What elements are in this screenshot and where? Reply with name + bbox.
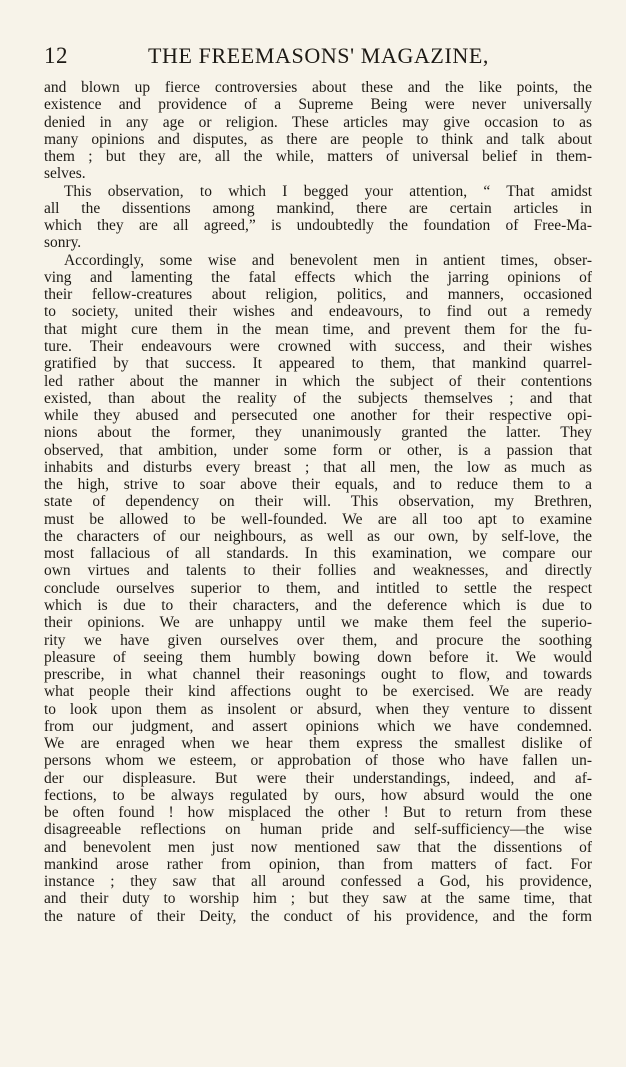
text-line: instance ; they saw that all around confessed a God, his providence, bbox=[44, 873, 592, 891]
text-line: what people their kind affections ought to be exercised. We are ready bbox=[44, 683, 592, 701]
text-line: ture. Their endeavours were crowned with success, and their wishes bbox=[44, 337, 592, 355]
text-line: prescribe, in what channel their reasonings ought to flow, and towards bbox=[44, 666, 592, 684]
text-line: which they are all agreed,” is undoubtedly the foundation of Free-Ma- bbox=[44, 217, 592, 235]
text-line: which is due to their characters, and the deference which is due to bbox=[44, 596, 592, 614]
running-title: THE FREEMASONS' MAGAZINE, bbox=[148, 43, 490, 68]
text-line: be often found ! how misplaced the other ! But to return from these bbox=[44, 804, 592, 822]
text-line: Accordingly, some wise and benevolent men in antient times, obser- bbox=[64, 251, 592, 269]
body-text bbox=[44, 79, 592, 925]
page-number: 12 bbox=[44, 43, 68, 68]
text-line: mankind arose rather from opinion, than from matters of fact. For bbox=[44, 855, 592, 873]
text-line: conclude ourselves superior to them, and intitled to settle the respect bbox=[44, 579, 592, 597]
page-header bbox=[44, 42, 592, 70]
text-line: most fallacious of all standards. In this examination, we compare our bbox=[44, 545, 592, 563]
text-line: many opinions and disputes, as there are people to think and talk about bbox=[44, 130, 592, 148]
text-line: must be allowed to be well-founded. We are all too apt to examine bbox=[44, 510, 592, 528]
text-line: the nature of their Deity, the conduct of his providence, and the form bbox=[44, 907, 592, 925]
text-line: fections, to be always regulated by ours, how absurd would the one bbox=[44, 786, 592, 804]
text-line: to society, united their wishes and endeavours, to find out a remedy bbox=[44, 303, 592, 321]
text-line: them ; but they are, all the while, matters of universal belief in them- bbox=[44, 148, 592, 166]
text-line: sonry. bbox=[44, 234, 82, 252]
text-line: observed, that ambition, under some form or other, is a passion that bbox=[44, 441, 592, 459]
text-line: disagreeable reflections on human pride and self-sufficiency—the wise bbox=[44, 821, 592, 839]
text-line: the high, strive to soar above their equals, and to reduce them to a bbox=[44, 476, 592, 494]
text-line: gratified by that success. It appeared to them, that mankind quarrel- bbox=[44, 355, 592, 373]
text-line: pleasure of seeing them humbly bowing down before it. We would bbox=[44, 648, 592, 666]
text-line: all the dissentions among mankind, there are certain articles in bbox=[44, 199, 592, 217]
text-line: their fellow-creatures about religion, politics, and manners, occasioned bbox=[44, 286, 592, 304]
text-line: denied in any age or religion. These articles may give occasion to as bbox=[44, 113, 592, 131]
text-line: inhabits and disturbs every breast ; that all men, the low as much as bbox=[44, 458, 592, 476]
text-line: and their duty to worship him ; but they saw at the same time, that bbox=[44, 890, 592, 908]
text-line: persons whom we esteem, or approbation of those who have fallen un- bbox=[44, 752, 592, 770]
text-line: their opinions. We are unhappy until we make them feel the superio- bbox=[44, 614, 592, 632]
text-line: selves. bbox=[44, 165, 86, 183]
text-line: from our judgment, and assert opinions which we have condemned. bbox=[44, 717, 592, 735]
text-line: and blown up fierce controversies about these and the like points, the bbox=[44, 79, 592, 96]
text-line: to look upon them as insolent or absurd, when they venture to dissent bbox=[44, 700, 592, 718]
text-line: existed, than about the reality of the subjects themselves ; and that bbox=[44, 389, 592, 407]
text-line: der our displeasure. But were their understandings, indeed, and af- bbox=[44, 769, 592, 787]
text-line: existence and providence of a Supreme Being were never universally bbox=[44, 96, 592, 114]
text-line: while they abused and persecuted one another for their respective opi- bbox=[44, 407, 592, 425]
text-line: led rather about the manner in which the subject of their contentions bbox=[44, 372, 592, 390]
text-line: the characters of our neighbours, as well as our own, by self-love, the bbox=[44, 527, 592, 545]
text-line: own virtues and talents to their follies and weaknesses, and directly bbox=[44, 562, 592, 580]
text-line: rity we have given ourselves over them, and procure the soothing bbox=[44, 631, 592, 649]
text-line: This observation, to which I begged your attention, “ That amidst bbox=[64, 182, 592, 200]
text-line: ving and lamenting the fatal effects which the jarring opinions of bbox=[44, 268, 592, 286]
text-line: that might cure them in the mean time, and prevent them for the fu- bbox=[44, 320, 592, 338]
text-line: nions about the former, they unanimously granted the latter. They bbox=[44, 424, 592, 442]
text-line: and benevolent men just now mentioned saw that the dissentions of bbox=[44, 838, 592, 856]
text-line: state of dependency on their will. This observation, my Brethren, bbox=[44, 493, 592, 511]
text-line: We are enraged when we hear them express the smallest dislike of bbox=[44, 735, 592, 753]
